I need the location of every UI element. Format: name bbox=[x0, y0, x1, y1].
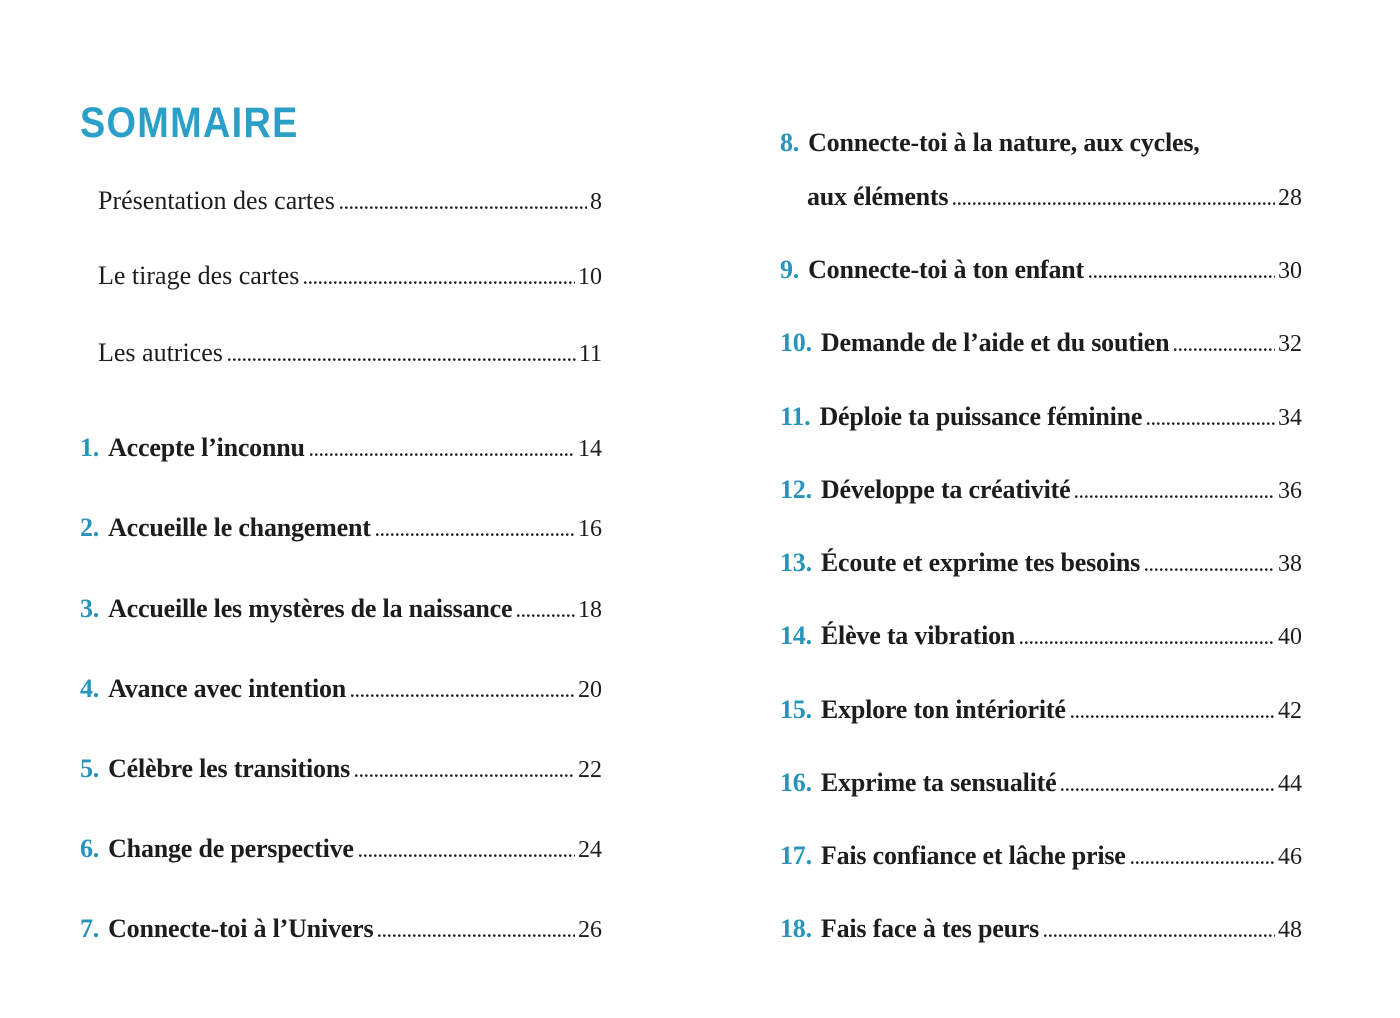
dot-leader bbox=[376, 533, 575, 536]
dot-leader bbox=[1174, 348, 1275, 351]
dot-leader bbox=[1147, 422, 1275, 425]
entry-title: Célèbre les transitions bbox=[108, 754, 351, 783]
entry-title: Accueille les mystères de la naissance bbox=[108, 594, 513, 623]
entry-number: 12. bbox=[780, 475, 812, 504]
entry-page-number: 48 bbox=[1278, 917, 1302, 943]
toc-entry[interactable] bbox=[780, 252, 1302, 289]
entry-number: 6. bbox=[80, 834, 100, 863]
entry-page-number: 14 bbox=[578, 436, 602, 462]
entry-page-number: 30 bbox=[1278, 258, 1302, 284]
dot-leader bbox=[351, 694, 575, 697]
toc-entry-line2 bbox=[780, 179, 1302, 216]
toc-entry[interactable] bbox=[80, 911, 602, 948]
dot-leader bbox=[228, 358, 576, 361]
entry-page-number: 26 bbox=[578, 917, 602, 943]
dot-leader bbox=[310, 453, 575, 456]
entry-page-number: 44 bbox=[1278, 771, 1302, 797]
entry-page-number: 32 bbox=[1278, 331, 1302, 357]
entry-title: Change de perspective bbox=[108, 834, 354, 863]
entry-page-number: 11 bbox=[578, 341, 602, 367]
entry-number: 9. bbox=[780, 255, 800, 284]
entry-title: Connecte-toi à ton enfant bbox=[808, 255, 1085, 284]
entry-page-number: 42 bbox=[1278, 698, 1302, 724]
dot-leader bbox=[1075, 495, 1275, 498]
toc-entry[interactable] bbox=[80, 335, 602, 372]
toc-entry[interactable] bbox=[780, 472, 1302, 509]
entry-title: Le tirage des cartes bbox=[98, 261, 300, 290]
left-column bbox=[80, 0, 602, 1018]
toc-entry[interactable] bbox=[80, 671, 602, 708]
dot-leader bbox=[1071, 715, 1275, 718]
entry-number: 1. bbox=[80, 433, 100, 462]
entry-number: 11. bbox=[780, 402, 811, 431]
entry-number: 3. bbox=[80, 594, 100, 623]
entry-title: Demande de l’aide et du soutien bbox=[820, 328, 1170, 357]
entry-number: 8. bbox=[780, 128, 800, 157]
entry-title: Connecte-toi à l’Univers bbox=[108, 914, 374, 943]
entry-title: Élève ta vibration bbox=[820, 621, 1016, 650]
toc-entry[interactable] bbox=[780, 692, 1302, 729]
toc-entry[interactable] bbox=[780, 325, 1302, 362]
toc-entry[interactable] bbox=[80, 591, 602, 628]
dot-leader bbox=[1020, 641, 1275, 644]
entry-title: Développe ta créativité bbox=[820, 475, 1071, 504]
entry-title: Déploie ta puissance féminine bbox=[819, 402, 1143, 431]
entry-title: Les autrices bbox=[98, 338, 223, 367]
entry-title: Accepte l’inconnu bbox=[108, 433, 305, 462]
toc-entry[interactable] bbox=[80, 258, 602, 295]
dot-leader bbox=[517, 614, 575, 617]
dot-leader bbox=[1089, 275, 1275, 278]
entry-title: Accueille le changement bbox=[108, 513, 371, 542]
dot-leader bbox=[378, 934, 575, 937]
entry-number: 4. bbox=[80, 674, 100, 703]
entry-page-number: 28 bbox=[1278, 185, 1302, 211]
toc-entry[interactable] bbox=[780, 125, 1302, 216]
entry-title: Écoute et exprime tes besoins bbox=[820, 548, 1141, 577]
dot-leader bbox=[1044, 934, 1275, 937]
entry-number: 7. bbox=[80, 914, 100, 943]
entry-page-number: 10 bbox=[578, 264, 602, 290]
entry-number: 13. bbox=[780, 548, 812, 577]
entry-page-number: 22 bbox=[578, 757, 602, 783]
toc-entry[interactable] bbox=[80, 751, 602, 788]
dot-leader bbox=[1061, 788, 1275, 791]
toc-entry[interactable] bbox=[80, 831, 602, 868]
entry-title: Connecte-toi à la nature, aux cycles, bbox=[808, 128, 1200, 157]
entry-number: 18. bbox=[780, 914, 812, 943]
entry-page-number: 36 bbox=[1278, 478, 1302, 504]
entry-title: Explore ton intériorité bbox=[820, 695, 1066, 724]
entry-number: 17. bbox=[780, 841, 812, 870]
entry-title: Exprime ta sensualité bbox=[820, 768, 1057, 797]
entry-number: 2. bbox=[80, 513, 100, 542]
toc-entry-line1 bbox=[780, 125, 1302, 161]
dot-leader bbox=[355, 774, 575, 777]
entry-page-number: 38 bbox=[1278, 551, 1302, 577]
entry-title: Avance avec intention bbox=[108, 674, 347, 703]
dot-leader bbox=[953, 202, 1275, 205]
right-column bbox=[780, 0, 1302, 1018]
toc-entry[interactable] bbox=[80, 510, 602, 547]
entry-page-number: 18 bbox=[578, 597, 602, 623]
entry-page-number: 40 bbox=[1278, 624, 1302, 650]
toc-entry[interactable] bbox=[80, 183, 602, 220]
toc-entry[interactable] bbox=[80, 430, 602, 467]
entry-title-continued: aux éléments bbox=[807, 182, 949, 211]
entry-page-number: 46 bbox=[1278, 844, 1302, 870]
entry-title: Fais face à tes peurs bbox=[820, 914, 1040, 943]
toc-entry[interactable] bbox=[780, 545, 1302, 582]
entry-title: Fais confiance et lâche prise bbox=[820, 841, 1126, 870]
entry-page-number: 8 bbox=[590, 189, 602, 215]
dot-leader bbox=[1131, 861, 1275, 864]
dot-leader bbox=[304, 281, 575, 284]
dot-leader bbox=[1145, 568, 1275, 571]
page-title: SOMMAIRE bbox=[80, 99, 299, 147]
toc-entry[interactable] bbox=[780, 765, 1302, 802]
dot-leader bbox=[359, 854, 575, 857]
entry-page-number: 24 bbox=[578, 837, 602, 863]
entry-number: 14. bbox=[780, 621, 812, 650]
toc-entry[interactable] bbox=[780, 618, 1302, 655]
entry-page-number: 34 bbox=[1278, 405, 1302, 431]
entry-number: 10. bbox=[780, 328, 812, 357]
toc-entry[interactable] bbox=[780, 838, 1302, 875]
toc-entry[interactable] bbox=[780, 399, 1302, 436]
entry-title: Présentation des cartes bbox=[98, 186, 335, 215]
entry-number: 16. bbox=[780, 768, 812, 797]
toc-entry[interactable] bbox=[780, 911, 1302, 948]
entry-number: 15. bbox=[780, 695, 812, 724]
entry-number: 5. bbox=[80, 754, 100, 783]
entry-page-number: 16 bbox=[578, 516, 602, 542]
dot-leader bbox=[340, 206, 587, 209]
entry-page-number: 20 bbox=[578, 677, 602, 703]
